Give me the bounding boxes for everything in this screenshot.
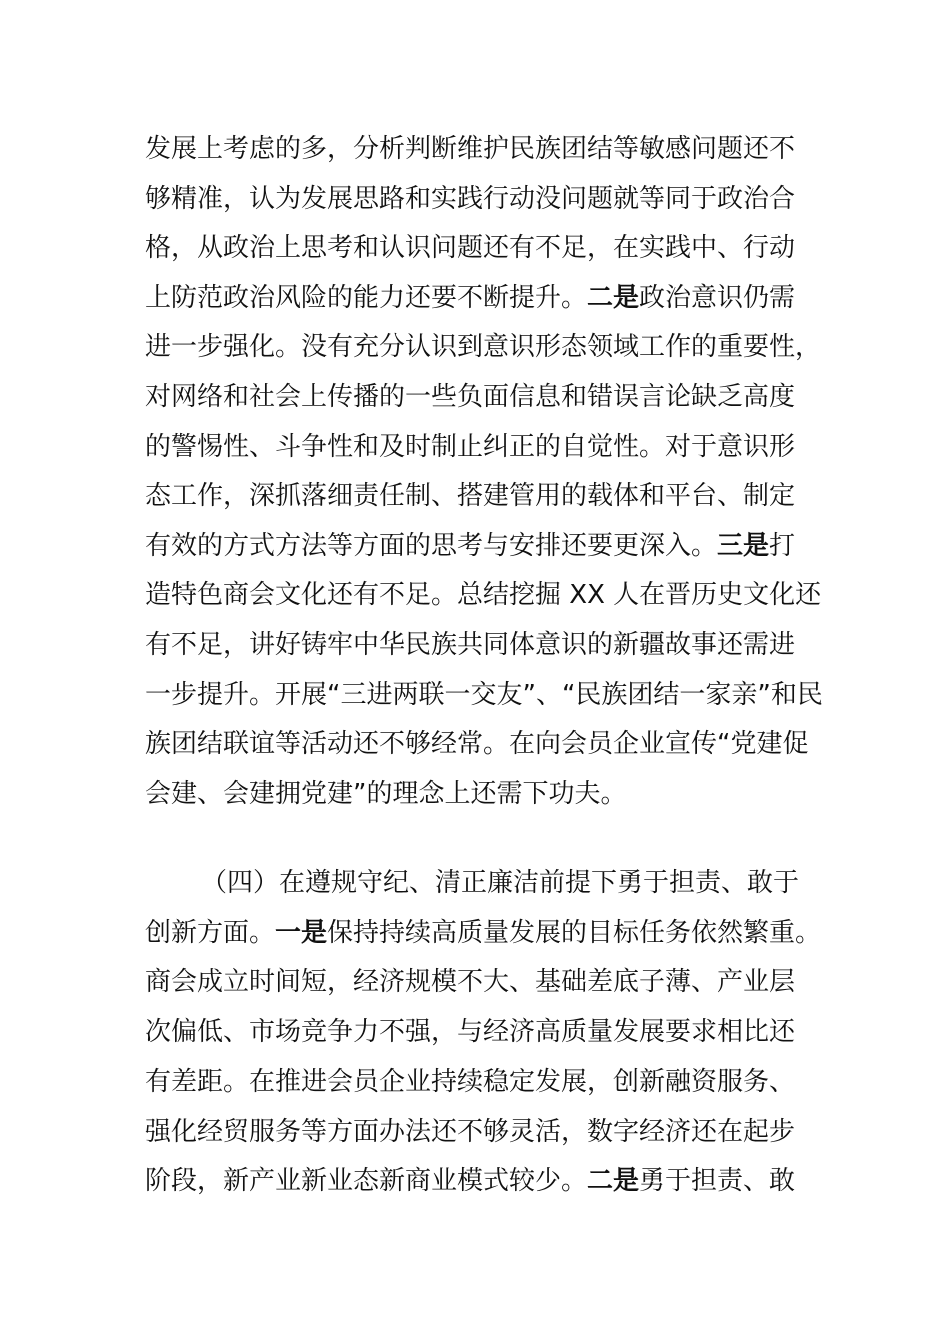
text-run: 创新方面。 — [145, 917, 276, 948]
bold-marker: 三是 — [717, 530, 770, 561]
text-line — [145, 620, 825, 670]
text-run: （四）在遵规守纪、清正廉洁前提下勇于担责、敢于 — [201, 868, 800, 898]
text-run: 够精准，认为发展思路和实践行动没问题就等同于政治合 — [145, 183, 796, 214]
text-run: 上防范政治风险的能力还要不断提升。 — [145, 282, 588, 313]
bold-marker: 二是 — [587, 282, 640, 313]
text-line — [145, 1107, 825, 1157]
text-run: 有效的方式方法等方面的思考与安排还要更深入。 — [145, 530, 718, 561]
text-line — [145, 957, 825, 1007]
text-run: 造特色商会文化还有不足。总结挖掘 XX 人在晋历史文化还 — [145, 580, 822, 611]
text-line — [145, 273, 825, 323]
text-run: 有差距。在推进会员企业持续稳定发展，创新融资服务、 — [145, 1066, 796, 1097]
text-run: 会建、会建拥党建”的理念上还需下功夫。 — [145, 778, 627, 809]
text-line — [145, 1057, 825, 1107]
text-run: 勇于担责、敢 — [639, 1166, 796, 1197]
text-line — [145, 223, 825, 273]
text-line — [145, 372, 825, 422]
text-run: 阶段，新产业新业态新商业模式较少。 — [145, 1166, 588, 1197]
text-run: 进一步强化。没有充分认识到意识形态领域工作的重要性， — [145, 332, 822, 363]
text-line — [145, 521, 825, 571]
text-run: 有不足，讲好铸牢中华民族共同体意识的新疆故事还需进 — [145, 630, 796, 660]
text-line — [201, 858, 881, 908]
text-line — [145, 1156, 825, 1206]
text-line — [145, 908, 825, 958]
text-line — [145, 570, 825, 620]
text-run: 保持持续高质量发展的目标任务依然繁重。 — [327, 917, 822, 948]
text-run: 一步提升。开展“三进两联一交友”、“民族团结一家亲”和民 — [145, 679, 823, 710]
text-run: 格，从政治上思考和认识问题还有不足，在实践中、行动 — [145, 233, 796, 264]
text-line — [145, 174, 825, 224]
bold-marker: 二是 — [587, 1166, 640, 1197]
text-line — [145, 422, 825, 472]
text-line — [145, 769, 825, 819]
text-line — [145, 322, 825, 372]
text-run: 对网络和社会上传播的一些负面信息和错误言论缺乏高度 — [145, 382, 796, 412]
text-run: 发展上考虑的多，分析判断维护民族团结等敏感问题还不 — [145, 134, 796, 164]
text-run: 态工作，深抓落细责任制、搭建管用的载体和平台、制定 — [145, 481, 796, 512]
text-line — [145, 670, 825, 720]
text-line — [145, 1007, 825, 1057]
text-run: 打 — [769, 530, 796, 561]
bold-marker: 一是 — [275, 917, 328, 948]
text-run: 次偏低、市场竞争力不强，与经济高质量发展要求相比还 — [145, 1017, 796, 1048]
text-line — [145, 124, 825, 174]
text-run: 商会成立时间短，经济规模不大、基础差底子薄、产业层 — [145, 967, 796, 998]
text-line — [145, 471, 825, 521]
text-run: 强化经贸服务等方面办法还不够灵活，数字经济还在起步 — [145, 1116, 796, 1147]
text-run: 族团结联谊等活动还不够经常。在向会员企业宣传“党建促 — [145, 729, 809, 760]
text-run: 的警惕性、斗争性和及时制止纠正的自觉性。对于意识形 — [145, 431, 796, 462]
text-line — [145, 719, 825, 769]
text-run: 政治意识仍需 — [639, 282, 796, 313]
